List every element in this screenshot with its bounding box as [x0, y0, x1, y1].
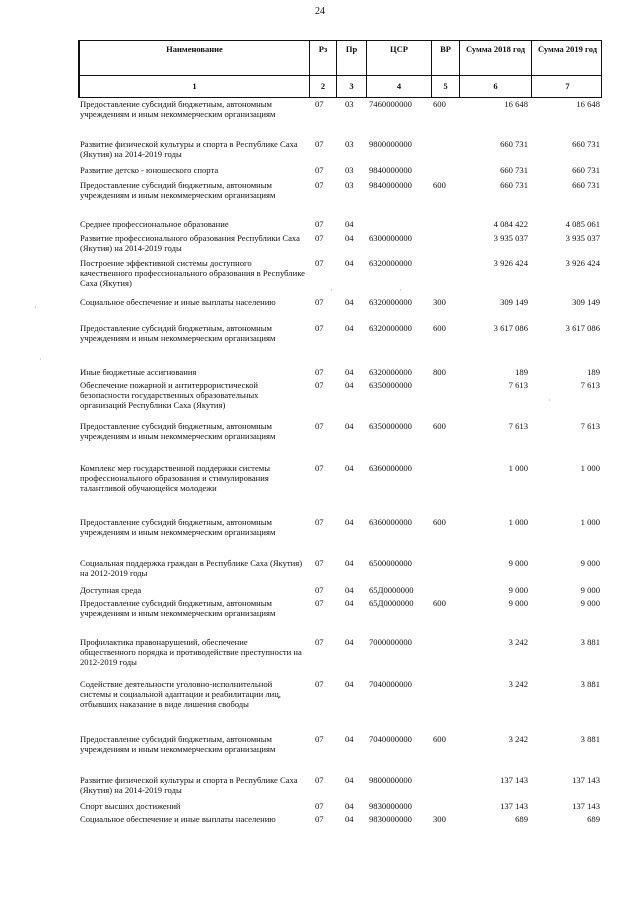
header-sum-2018: Сумма 2018 год 6 [459, 41, 531, 97]
header-csr: ЦСР 4 [366, 41, 431, 97]
scan-speck: · [548, 396, 551, 405]
scan-speck: · [34, 303, 37, 312]
scan-speck: · [330, 286, 333, 295]
scan-speck: · [39, 355, 42, 364]
header-name: Наименование 1 [79, 41, 309, 97]
page-number: 24 [315, 6, 325, 17]
scan-speck: · [399, 286, 402, 295]
header-sum-2019: Сумма 2019 год 7 [531, 41, 603, 97]
table-header [78, 40, 602, 98]
header-vr: ВР 5 [431, 41, 459, 97]
header-pr: Пр 3 [336, 41, 366, 97]
header-rz: Рз 2 [309, 41, 336, 97]
budget-table: Наименование 1 Рз 2 Пр 3 ЦСР 4 ВР 5 Сумма 2018 год 6 Сумма 2019 год 7 Предоставление субсидий бюджетным, автономным учреждениям и иным некоммерческим организациям 07 03 7460000000 600 16 648 16 648 Развитие физической культуры и спорта в Республике Саха (Якутия) на 2014-2019 годы 07 03 9800000000 660 731 660 731 Развитие детско - юношеского спорта 07 03 9840000000 660 731 660 731 Предоставление субсидий бюджетным, автономным учреждениям и иным некоммерческим организациям 07 03 9840000000 600 660 731 660 731 Среднее профессиональное образование 07 04 4 084 422 4 085 061 Развитие профессионального образования Республики Саха (Якутия) на 2014-2019 годы 07 04 6300000000 3 935 037 3 935 037 Построение эффективной системы доступного качественного профессионального образования в Республике Саха (Якутия) 07 04 6320000000 3 926 424 3 926 424 Социальное обеспечение и иные выплаты населению 07 04 6320000000 300 309 149 309 149 Предоставление субсидий бюджетным, автономным учреждениям и иным некоммерческим организациям 07 04 6320000000 600 3 617 086 3 617 086 Иные бюджетные ассигнования 07 04 6320000000 800 189 189 Обеспечение пожарной и антитеррористической безопасности государственных образовательных организаций Республики Саха (Якутия) 07 04 6350000000 7 613 7 613 Предоставление субсидий бюджетным, автономным учреждениям и иным некоммерческим организациям 07 04 6350000000 600 7 613 7 613 Комплекс мер государственной поддержки системы профессионального образования и стимулирования талантливой обучающейся молодежи 07 04 6360000000 1 000 1 000 Предоставление субсидий бюджетным, автономным учреждениям и иным некоммерческим организациям 07 04 6360000000 600 1 000 1 000 Социальная поддержка граждан в Республике Саха (Якутия) на 2012-2019 годы 07 04 6500000000 9 000 9 000 Доступная среда 07 04 65Д0000000 9 000 9 000 Предоставление субсидий бюджетным, автономным учреждениям и иным некоммерческим организациям 07 04 65Д0000000 600 9 000 9 000 Профилактика правонарушений, обеспечение общественного порядка и противодействие преступности на 2012-2019 годы 07 04 7000000000 3 242 3 881 Содействие деятельности уголовно-исполнительной системы и социальной адаптации и реабилитации лиц, отбывших наказание в виде лишения свободы 07 04 7040000000 3 242 3 881 Предоставление субсидий бюджетным, автономным учреждениям и иным некоммерческим организациям 07 04 7040000000 600 3 242 3 881 Развитие физической культуры и спорта в Республике Саха (Якутия) на 2014-2019 годы 07 04 9800000000 137 143 137 143 Спорт высших достижений 07 04 9830000000 137 143 137 143 Социальное обеспечение и иные выплаты населению 07 04 9830000000 300 689 689 [78, 40, 602, 98]
